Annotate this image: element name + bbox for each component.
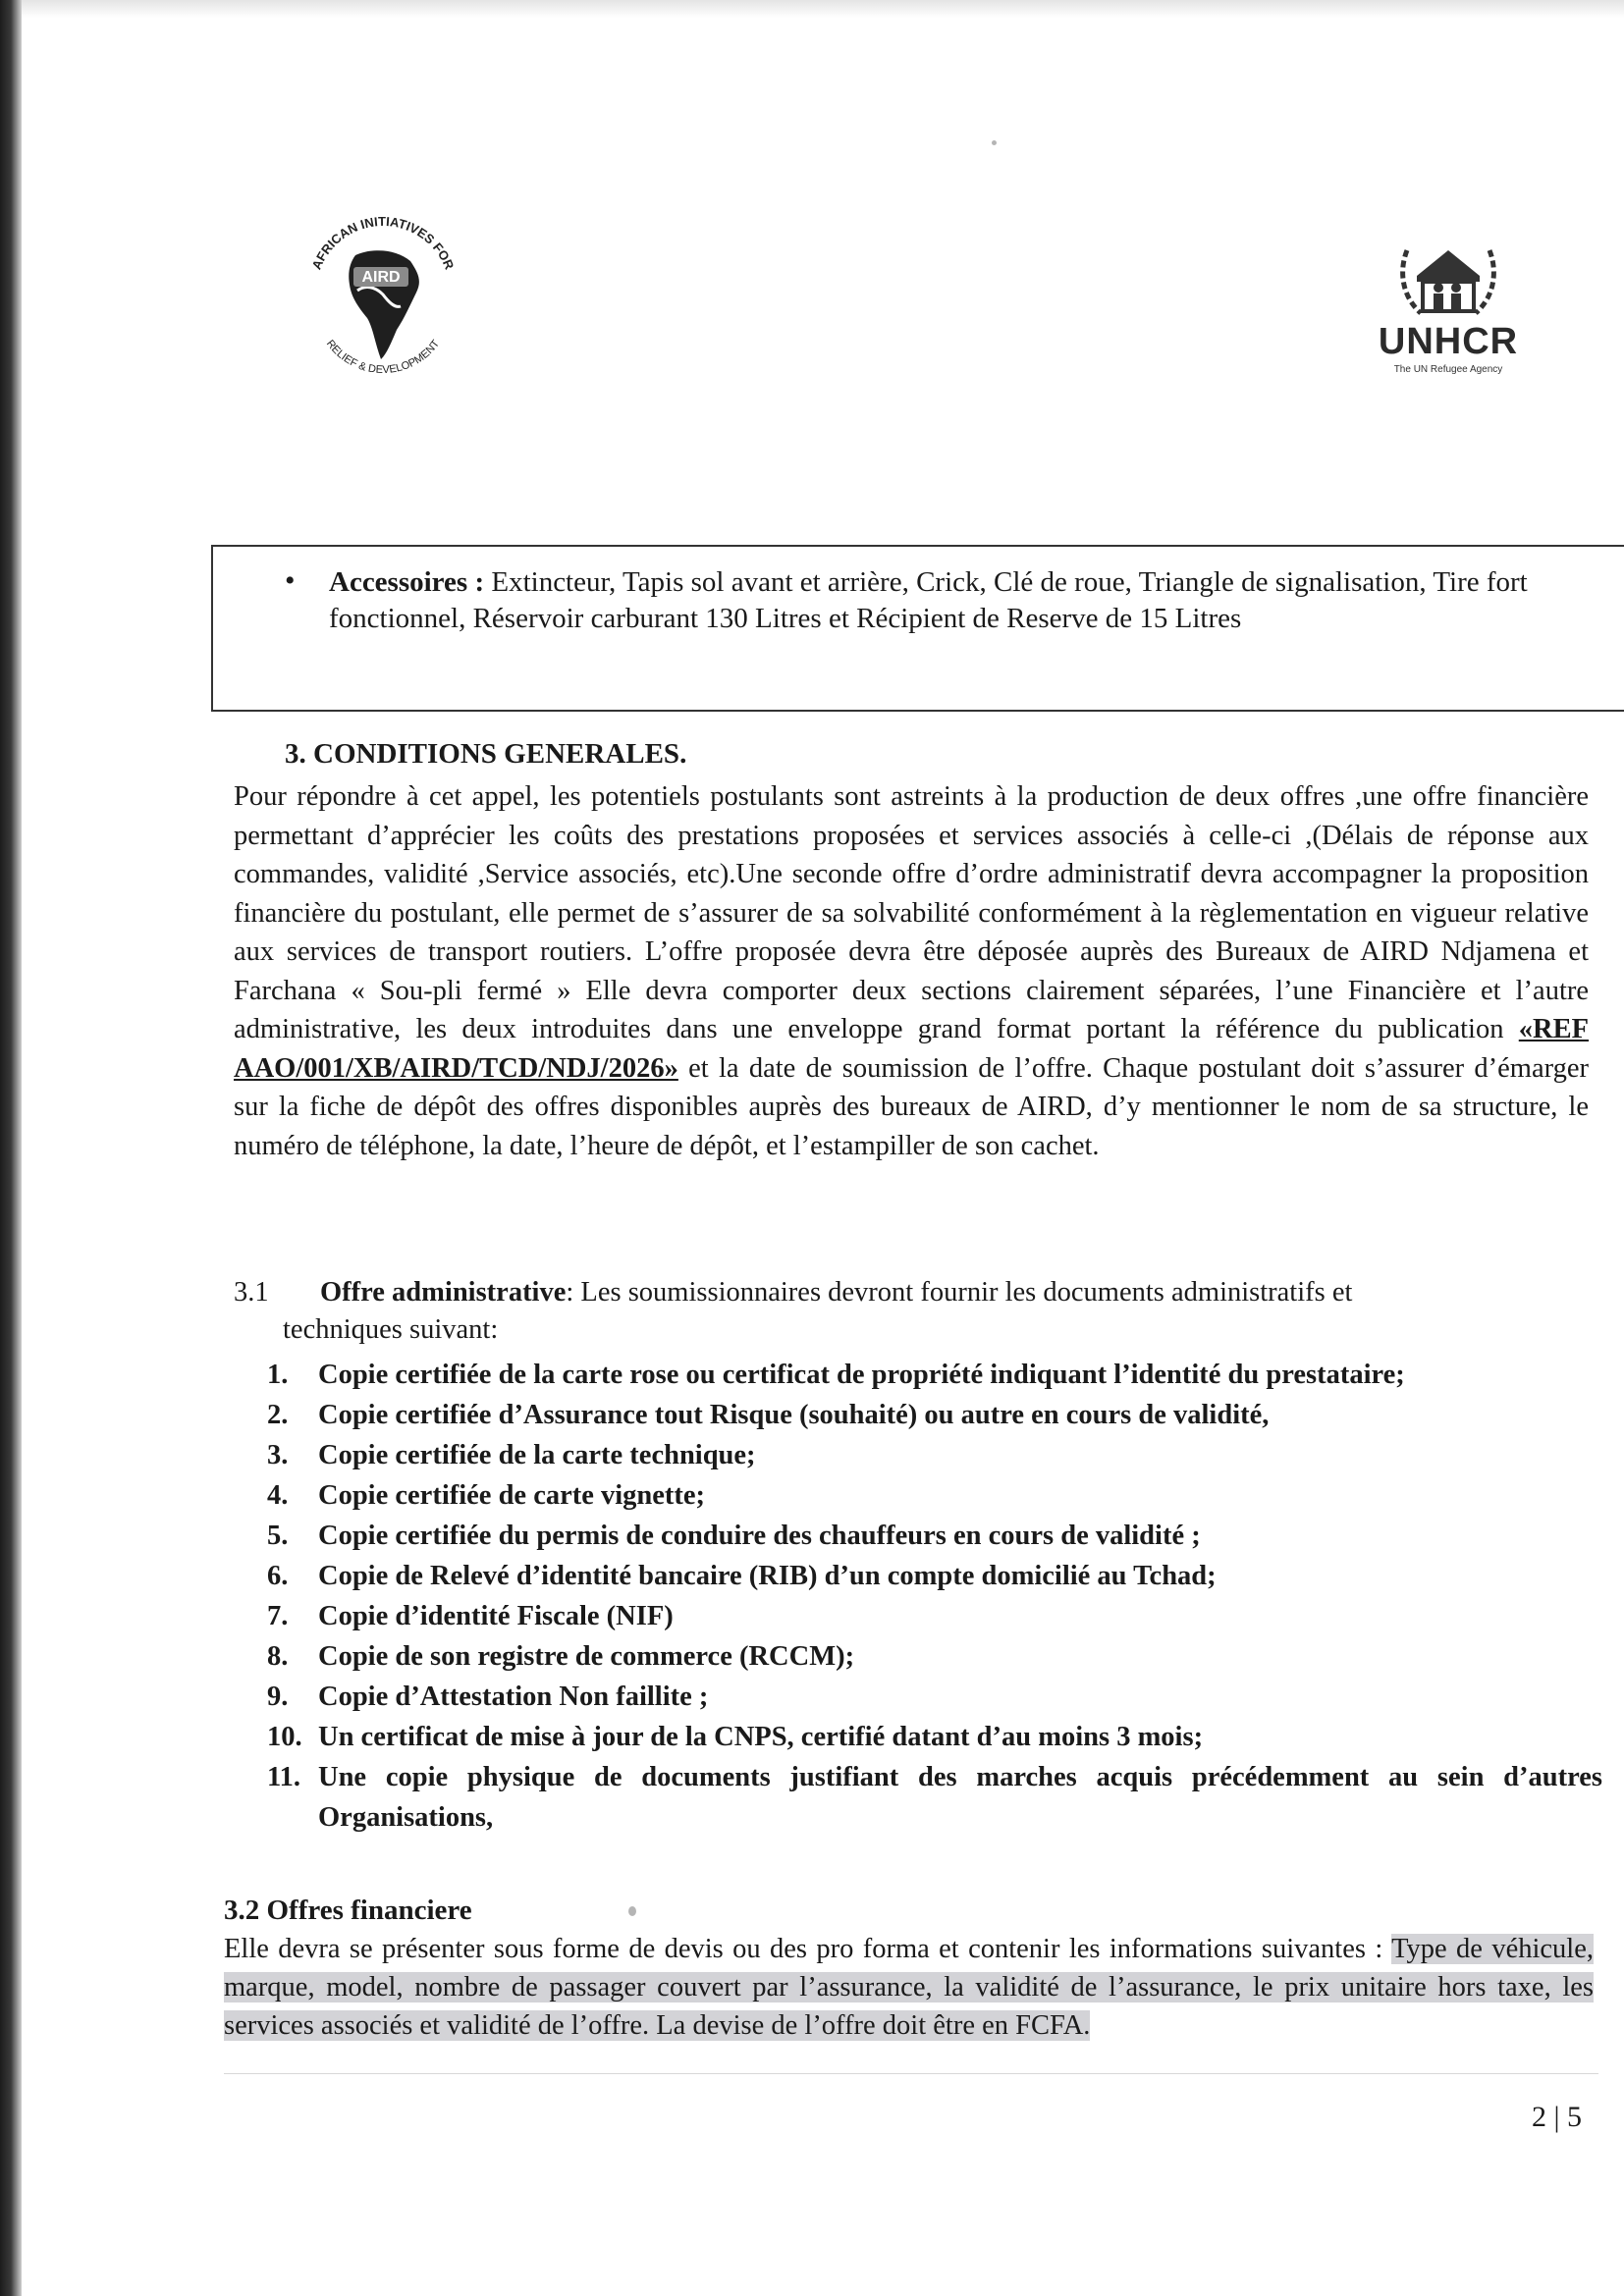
aird-arc-top: AFRICAN INITIATIVES FOR xyxy=(308,213,458,272)
unhcr-logo xyxy=(1360,231,1537,388)
financial-offer-text-highlighted: Type de véhicule, marque, model, nombre de passager couvert par l’assurance, la validité de l’assurance, le prix unitaire hors taxe, les services associés et validité de l’offre. La devise de l’offre doit être en FCFA. xyxy=(224,1934,1594,2041)
conditions-paragraph xyxy=(234,777,1589,1165)
conditions-text-1: Pour répondre à cet appel, les potentiels postulants sont astreints à la production de deux offres ,une offre financière permettant d’apprécier les coûts des prestations proposées et services associés à celle-ci ,(Délais de réponse aux commandes, validité ,Service associés, etc).Une seconde offre d’ordre administratif devra accompagner la proposition financière du postulant, elle permet de s’assurer de sa solvabilité conformément à la règlementation en vigueur relative aux services de transport routiers. L’offre proposée devra être déposée auprès des Bureaux de AIRD Ndjamena et Farchana « Sou-pli fermé » Elle devra comporter deux sections clairement séparées, l’une Financière et l’autre administrative, les deux introduites dans une enveloppe grand format portant la référence du publication xyxy=(234,781,1589,1044)
publication-reference: «REF AAO/001/XB/AIRD/TCD/NDJ/2026» xyxy=(234,1014,1590,1084)
aird-arc-bottom: RELIEF & DEVELOPMENT xyxy=(323,338,443,377)
list-item: 4. Copie certifiée de carte vignette; xyxy=(267,1480,706,1511)
list-item: 5. Copie certifiée du permis de conduire des chauffeurs en cours de validité ; xyxy=(267,1521,1201,1551)
list-item: 9. Copie d’Attestation Non faillite ; xyxy=(267,1682,709,1712)
unhcr-emblem-icon xyxy=(1360,231,1537,321)
admin-documents-list xyxy=(267,1355,1602,1838)
admin-offer-intro-line2: techniques suivant: xyxy=(283,1314,499,1345)
scan-edge xyxy=(0,0,22,2296)
admin-offer-number: 3.1 xyxy=(234,1277,269,1308)
aird-africa-icon xyxy=(295,196,471,393)
admin-offer-intro xyxy=(234,1274,1589,1349)
list-item: 11. Une copie physique de documents justifiant des marches acquis précédemment au sein d’autres Organisations, xyxy=(267,1762,1602,1833)
page-number: 2 | 5 xyxy=(1532,2101,1583,2133)
scan-speck xyxy=(628,1906,636,1916)
list-item: 2. Copie certifiée d’Assurance tout Risque (souhaité) ou autre en cours de validité, xyxy=(267,1400,1270,1430)
list-item: 3. Copie certifiée de la carte technique; xyxy=(267,1440,756,1470)
scan-top-shade xyxy=(22,0,1624,18)
list-item: 8. Copie de son registre de commerce (RCCM); xyxy=(267,1641,855,1672)
unhcr-name: UNHCR xyxy=(1378,321,1519,362)
aird-center-label: AIRD xyxy=(361,269,401,286)
scan-speck xyxy=(992,140,997,145)
accessories-list: Extincteur, Tapis sol avant et arrière, Crick, Clé de roue, Triangle de signalisation, Tire fort fonctionnel, Réservoir carburant 130 Litres et Récipient de Reserve de 15 Litres xyxy=(329,566,1528,634)
financial-offer-text xyxy=(224,1930,1594,2045)
unhcr-tagline: The UN Refugee Agency xyxy=(1393,364,1503,375)
accessories-text xyxy=(329,564,1605,637)
conditions-text-2: et la date de soumission de l’offre. Chaque postulant doit s’assurer d’émarger sur la fiche de dépôt des offres disponibles auprès des bureaux de AIRD, d’y mentionner le nom de sa structure, le numéro de téléphone, la date, l’heure de dépôt, et l’estampiller de son cachet. xyxy=(234,1052,1589,1161)
accessories-bullet: • xyxy=(285,564,296,597)
footer-rule xyxy=(224,2073,1598,2074)
admin-offer-title: Offre administrative xyxy=(320,1277,567,1308)
aird-logo xyxy=(295,196,471,393)
list-item: 7. Copie d’identité Fiscale (NIF) xyxy=(267,1601,674,1631)
admin-offer-intro-text: : Les soumissionnaires devront fournir les documents administratifs et xyxy=(566,1277,1353,1308)
financial-offer-text-plain: Elle devra se présenter sous forme de devis ou des pro forma et contenir les informations suivantes : xyxy=(224,1934,1383,1964)
financial-offer-title: 3.2 Offres financiere xyxy=(224,1895,472,1926)
list-item: 6. Copie de Relevé d’identité bancaire (RIB) d’un compte domicilié au Tchad; xyxy=(267,1561,1217,1591)
conditions-title: 3. CONDITIONS GENERALES. xyxy=(285,738,687,770)
accessories-label: Accessoires : xyxy=(329,566,485,598)
list-item: 1. Copie certifiée de la carte rose ou certificat de propriété indiquant l’identité du prestataire; xyxy=(267,1360,1405,1390)
list-item: 10. Un certificat de mise à jour de la CNPS, certifié datant d’au moins 3 mois; xyxy=(267,1722,1204,1752)
